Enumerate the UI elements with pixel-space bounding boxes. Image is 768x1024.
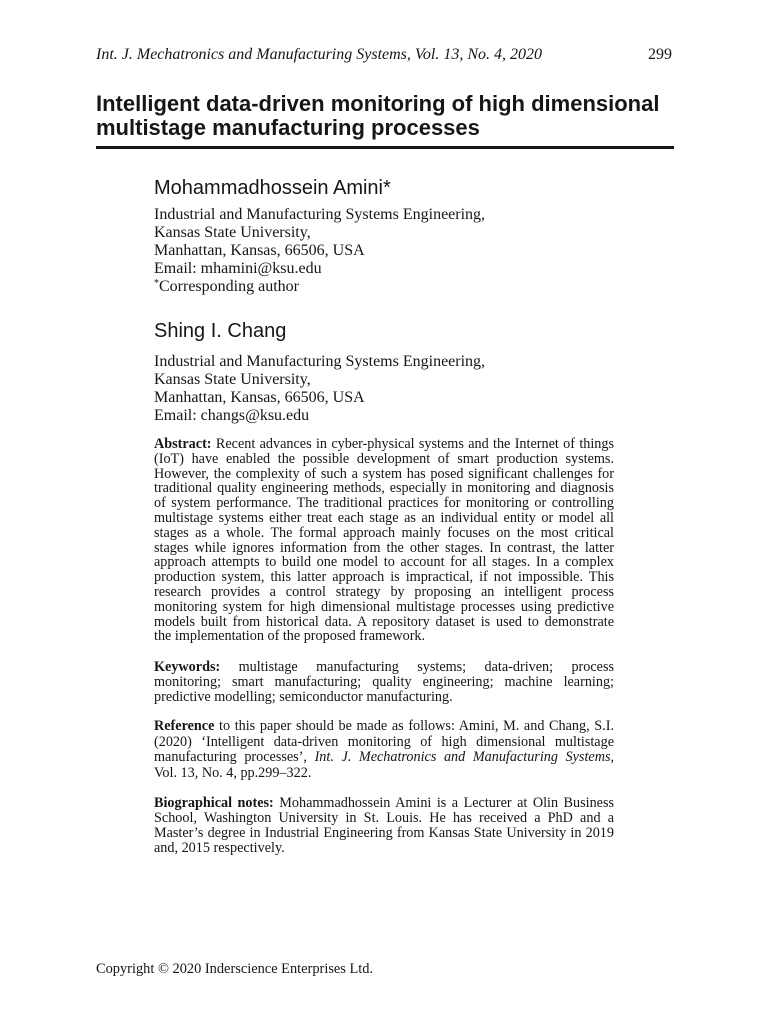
affiliation-line: Kansas State University, [154,224,311,241]
footnote-mark: * [154,278,159,289]
abstract-line: models built from historical data. A repository dataset is used to demonstrate [154,613,614,630]
author-email: Email: mhamini@ksu.edu [154,260,322,277]
keywords-line: monitoring; smart manufacturing; quality engineering; machine learning; [154,674,614,690]
abstract-line: the implementation of the proposed framework. [154,628,426,645]
reference [154,719,614,781]
abstract-line: However, the complexity of such a system has posed significant challenges for [154,465,614,482]
author-affiliation [154,353,485,425]
bio-label: Biographical notes: [154,795,274,811]
affiliation-line: Industrial and Manufacturing Systems Engineering, [154,353,486,370]
title-line: Intelligent data-driven monitoring of high dimensional [96,91,660,116]
abstract-text: Recent advances in cyber-physical systems and the Internet of things [215,436,615,452]
bio-line [154,796,614,811]
keywords-line [154,660,614,675]
biographical-notes [154,796,614,856]
keywords [154,660,614,705]
abstract-line: of system performance. The traditional practices for monitoring or controlling [154,495,614,512]
reference-text: to this paper should be made as follows: Amini, M. and Chang, S.I. [219,718,614,734]
reference-line: Vol. 13, No. 4, pp.299–322. [154,764,312,781]
abstract-line: stages while ignores information from the other stages. In contrast, the latter [154,539,614,556]
author-affiliation [154,206,485,296]
running-header [96,46,672,64]
journal-name: Int. J. Mechatronics and Manufacturing Systems [314,749,611,766]
abstract-line: production system, this latter approach is impractical, if not impossible. This [154,569,614,586]
reference-line [154,750,614,766]
paper-title [96,92,659,140]
reference-text: manufacturing processes’, [154,749,307,766]
corresponding-author-note [154,278,485,296]
affiliation-line: Manhattan, Kansas, 66506, USA [154,242,365,259]
bio-text: Mohammadhossein Amini is a Lecturer at Olin Business [279,795,614,811]
title-line: multistage manufacturing processes [96,115,480,140]
keywords-line: predictive modelling; semiconductor manufacturing. [154,689,453,705]
keywords-text: multistage manufacturing systems; data-driven; process [238,659,615,675]
abstract-line: (IoT) have enabled the possible development of smart production systems. [154,450,614,467]
reference-line [154,719,614,735]
reference-line: (2020) ‘Intelligent data-driven monitoring of high dimensional multistage [154,733,614,750]
reference-text: , [610,749,615,766]
author-email: Email: changs@ksu.edu [154,407,310,424]
journal-citation: Int. J. Mechatronics and Manufacturing Systems, Vol. 13, No. 4, 2020 [96,46,543,63]
affiliation-line: Industrial and Manufacturing Systems Engineering, [154,206,486,223]
abstract-line: approach attempts to build one model to account for all stages. In a complex [154,554,614,571]
abstract [154,437,614,644]
bio-line: Master’s degree in Industrial Engineering from Kansas State University in 2019 [154,825,614,841]
abstract-line: monitoring system for high dimensional multistage processes using predictive [154,598,614,615]
abstract-line: traditional quality engineering methods, especially in monitoring and diagnosis [154,480,614,497]
copyright-notice: Copyright © 2020 Inderscience Enterprises Ltd. [96,961,374,977]
title-rule [96,146,674,149]
bio-line: and, 2015 respectively. [154,840,285,856]
affiliation-line: Manhattan, Kansas, 66506, USA [154,389,365,406]
abstract-line [154,437,614,452]
note-text: Corresponding author [159,278,299,295]
reference-label: Reference [154,718,215,734]
abstract-line: multistage systems either treat each stage as an individual entity or model all [154,509,614,526]
abstract-line: stages as a whole. The formal approach mainly focuses on the most critical [154,524,614,541]
bio-line: School, Washington University in St. Louis. He has received a PhD and a [154,810,614,826]
abstract-line: research provides a control strategy by proposing an intelligent process [154,583,614,600]
affiliation-line: Kansas State University, [154,371,311,388]
page-number: 299 [648,46,672,63]
author-name: Mohammadhossein Amini* [154,177,391,199]
keywords-label: Keywords: [154,659,221,675]
abstract-label: Abstract: [154,436,212,452]
author-name: Shing I. Chang [154,320,287,342]
